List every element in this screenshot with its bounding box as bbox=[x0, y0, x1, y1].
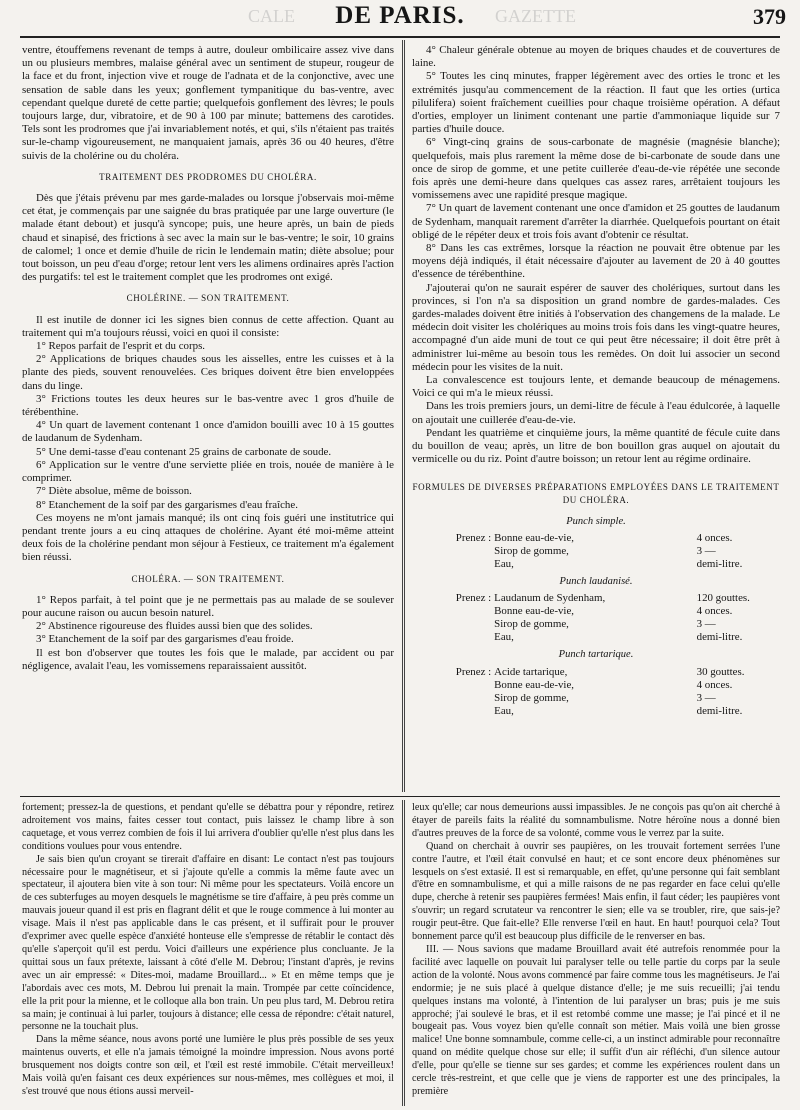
feuilleton-rule bbox=[20, 796, 780, 797]
recipe-quantity: 4 onces. bbox=[696, 605, 733, 618]
recipe-quantity: demi-litre. bbox=[696, 631, 743, 644]
recipe-prefix bbox=[412, 545, 494, 558]
recipe-quantity: 120 gouttes. bbox=[696, 592, 750, 605]
recipe-table bbox=[412, 592, 780, 644]
recipe-ingredient: Sirop de gomme, bbox=[494, 618, 569, 631]
recipe-prefix bbox=[412, 558, 494, 571]
paragraph: J'ajouterai qu'on ne saurait espérer de sauver des cholériques, surtout dans les provinces, si l'on n'a sa disposition un grand nombre de gardes-malades. Ces gardes-malades doivent être initiés à l'observation des changemens de la malade. Le médecin doit visiter les cholériques au moins trois fois dans les vingt-quatre heures, accompagné d'un aide muni de tout ce qui peut être nécessaire; il doit être prêt à administrer lui-même au besoin tous les remèdes. On doit lui associer un second médecin pour les visites de la nuit. bbox=[412, 281, 780, 373]
recipe-row bbox=[412, 592, 780, 605]
recipe-quantity: 4 onces. bbox=[696, 678, 733, 691]
recipe-row bbox=[412, 705, 780, 718]
paragraph: 8° Etanchement de la soif par des gargarismes d'eau fraîche. bbox=[36, 498, 298, 511]
paragraph: Dans les trois premiers jours, un demi-litre de fécule à l'eau édulcorée, à laquelle on ajoutait une cuillerée d'eau-de-vie. bbox=[412, 400, 780, 426]
recipe-title: Punch tartarique. bbox=[558, 649, 634, 661]
recipe-title: Punch simple. bbox=[566, 515, 626, 527]
paragraph: 3° Frictions toutes les deux heures sur le bas-ventre avec 1 gros d'huile de térébenthine. bbox=[22, 392, 394, 419]
paragraph: 8° Dans les cas extrêmes, lorsque la réaction ne pouvait être obtenue par les moyens déjà indiqués, il était nécessaire d'ajouter au lavement de 20 à 40 gouttes d'essence de térébenthine. bbox=[412, 242, 780, 281]
paragraph: Il est inutile de donner ici les signes bien connus de cette affection. Quant au traitement qui m'a toujours réussi, voici en quoi il consiste: bbox=[22, 313, 394, 339]
section-heading: TRAITEMENT DES PRODROMES DU CHOLÉRA. bbox=[99, 171, 317, 182]
page-header bbox=[0, 0, 800, 36]
paragraph: fortement; pressez-la de questions, et pendant qu'elle se débattra pour y répondre, retirez adroitement vos mains, faites cesser tout contact, puis laissez le champ libre à son caquetage, et vous verrez combien de fois il lui arrivera d'oublier qu'elle n'est plus dans les conditions voulues pour vous entendre. bbox=[22, 802, 394, 852]
left-column bbox=[22, 44, 394, 792]
recipe-row bbox=[412, 666, 780, 679]
recipe-prefix: Prenez : bbox=[455, 592, 492, 605]
ghost-text-right: GAZETTE bbox=[495, 6, 576, 26]
page-title: DE PARIS. bbox=[335, 2, 465, 29]
recipe-row bbox=[412, 605, 780, 618]
recipe-prefix bbox=[412, 605, 494, 618]
section-heading: CHOLÉRINE. — SON TRAITEMENT. bbox=[126, 293, 290, 304]
paragraph: 5° Toutes les cinq minutes, frapper légèrement avec des orties le tronc et les extrémités jusqu'au commencement de la réaction. Il faut que les orties (urtica pilulifera) soient fraîchement cueillies pour chaque troisième opération. A défaut d'orties, employer un liniment contenant une partie d'ammoniaque liquide sur 7 parties d'huile douce. bbox=[412, 70, 780, 136]
recipe-quantity: 3 — bbox=[696, 545, 716, 558]
recipe-ingredient: Laudanum de Sydenham, bbox=[494, 592, 606, 605]
paragraph: ventre, étouffemens revenant de temps à autre, douleur ombilicaire assez vive dans un ou plusieurs membres, malaise général avec un sentiment de stupeur, rougeur de la face et du front, injection vive et rouge de l'adnata et de la conjonctive, avec une sensation de sable dans les yeux; gonflement tympanitique du bas-ventre, avec cependant quelque dureté de cette partie; quelquefois gonflement des lèvres; le pouls toujours large, dur, vibratoire, et de 90 à 100 par minute; battemens des carotides. Tels sont les prodromes que j'ai invariablement notés, et qui, s'ils n'étaient pas traités sur-le-champ vigoureusement, ne manquaient jamais, après 36 ou 40 heures, d'être suivis de la cholérine ou du choléra. bbox=[22, 44, 394, 162]
recipe-title: Punch laudanisé. bbox=[559, 576, 633, 588]
recipe-ingredient: Acide tartarique, bbox=[494, 665, 568, 678]
paragraph: 1° Repos parfait de l'esprit et du corps. bbox=[36, 340, 206, 353]
recipe-ingredient: Sirop de gomme, bbox=[494, 691, 569, 704]
recipe-quantity: 30 gouttes. bbox=[696, 665, 745, 678]
recipe-quantity: demi-litre. bbox=[696, 558, 743, 571]
recipe-ingredient: Eau, bbox=[494, 558, 514, 571]
paragraph: La convalescence est toujours lente, et demande beaucoup de ménagemens. Voici ce qui m'a le mieux réussi. bbox=[412, 374, 780, 400]
paragraph: Pendant les quatrième et cinquième jours, la même quantité de fécule cuite dans du bouillon de veau; après, un litre de bon bouillon gras auquel on ajoutait du vermicelle ou du riz. Point d'autre boisson; un retour lent au régime ordinaire. bbox=[412, 426, 780, 466]
recipe-row bbox=[412, 558, 780, 571]
recipe-prefix bbox=[412, 679, 494, 692]
paragraph: 6° Application sur le ventre d'une serviette pliée en trois, nouée de manière à le comprimer. bbox=[22, 458, 394, 485]
paragraph: 7° Un quart de lavement contenant une once d'amidon et 25 gouttes de laudanum de Sydenham, manquait rarement d'arrêter la diarrhée. Quelquefois pourtant on était obligé de le répéter deux et trois fois avant d'obtenir ce résultat. bbox=[412, 202, 780, 241]
recipe-prefix bbox=[412, 705, 494, 718]
paragraph: 1° Repos parfait, à tel point que je ne permettais pas au malade de se soulever pour aucune raison ou aucun besoin naturel. bbox=[22, 593, 394, 619]
feuilleton-left bbox=[22, 802, 394, 1106]
column-divider-bottom bbox=[402, 800, 405, 1106]
recipe-row bbox=[412, 692, 780, 705]
recipe-quantity: 3 — bbox=[696, 691, 716, 704]
recipe-prefix bbox=[412, 692, 494, 705]
paragraph: 3° Etanchement de la soif par des gargarismes d'eau froide. bbox=[36, 633, 294, 646]
ghost-text-left: CALE bbox=[248, 6, 295, 26]
paragraph: 5° Une demi-tasse d'eau contenant 25 grains de carbonate de soude. bbox=[36, 445, 332, 458]
paragraph: Ces moyens ne m'ont jamais manqué; ils ont cinq fois guéri une institutrice qui pendant trente jours a eu cinq attaques de cholérine. Ayant été moi-même atteint deux fois de la cholérine pendant mon séjour à Festieux, ce traitement m'a également bien réussi. bbox=[22, 511, 394, 564]
recipe-prefix bbox=[412, 618, 494, 631]
paragraph: 2° Abstinence rigoureuse des fluides aussi bien que des solides. bbox=[36, 620, 313, 633]
recipe-quantity: 4 onces. bbox=[696, 532, 733, 545]
paragraph: Je sais bien qu'un croyant se tirerait d'affaire en disant: Le contact n'est pas toujours nécessaire pour le magnétiseur, et si j'ajoute qu'elle a commis la même faute avec un spectateur, il ajoutera bien vite à son tour: Ni même pour les spectateurs. Voilà encore un de ces subterfuges au moyen desquels le magnétisme se tire d'affaire, à peu près comme un mauvais joueur quand il est pris en flagrant délit et que le rouge commence à lui monter au visage. Mais il n'est pas applicable dans le cas présent, et il suffirait pour le prouver d'exprimer avec quelle espèce d'anxiété honteuse elle s'empresse de rétablir le contact dès qu'elle s'aperçoit qu'il est perdu. Voici d'ailleurs une expérience plus concluante. Je la quittai sous un faux prétexte, laissant à côté d'elle M. Debrou; l'instant d'après, je revins avec un air empressé: « Dites-moi, madame Brouillard... » Et en même temps que je l'abordais avec ces mots, M. Debrou lui prenait la main. Trompée par cette coïncidence, elle la prit pour la mienne, et le colloque alla bon train. Un peu plus tard, M. Debrou retira sa main; je continuai à lui parler, toujours à distance; elle cessa de répondre: c'était naturel, personne ne la touchait plus. bbox=[22, 853, 394, 1033]
recipe-quantity: 3 — bbox=[696, 618, 716, 631]
paragraph: 7° Diète absolue, même de boisson. bbox=[36, 485, 192, 498]
page-number: 379 bbox=[753, 4, 786, 29]
paragraph: Dès que j'étais prévenu par mes garde-malades ou lorsque j'observais moi-même cet état, je commençais par une saignée du bras pratiquée par une large ouverture (le malade étant debout) et jusqu'à syncope; puis, une heure après, un bain de pieds chaud et sinapisé, des frictions à sec avec la main sur le bas-ventre; le soir, 10 grains de calomel; 1 once et demie d'huile de ricin le lendemain matin; diète absolue; pour tout boisson, un peu d'eau d'orge; retour lent vers les alimens ordinaires après l'action des purgatifs: tel est le traitement complet que les prodromes ont exigé. bbox=[22, 192, 394, 284]
paragraph: 4° Chaleur générale obtenue au moyen de briques chaudes et de couvertures de laine. bbox=[412, 44, 780, 70]
recipe-ingredient: Eau, bbox=[494, 631, 514, 644]
recipe-table bbox=[412, 532, 780, 571]
recipe-ingredient: Eau, bbox=[494, 704, 514, 717]
paragraph: III. — Nous savions que madame Brouillard avait été autrefois renommée pour la facilité avec laquelle on pouvait lui paralyser telle ou telle partie du corps par la seule action de la volonté. Nous avons commencé par faire comme tous les magnétiseurs. Je l'ai endormie; je ne suis placé à quelque distance d'elle; je me suis recueilli; j'ai tendu quelques instans ma volonté, à l'intention de lui paralyser un bras; puis je me suis approché; j'ai soulevé le bras, et il est retombé comme une masse; je l'ai pincé et il ne bougeait pas. Vous voyez bien qu'elle connaît son métier. Mais voilà une bien grosse malice! Une bonne somnambule, comme celle-ci, a un instinct admirable pour reconnaître quand on médite quelque chose sur elle; il suffit d'un air réfléchi, d'un silence autour d'elle, pour qu'elle se tienne sur ses gardes; et comme les expériences roulent dans un cercle très-restreint, et que celle que je viens de rapporter est une des principales, la première bbox=[412, 943, 780, 1097]
recipe-prefix bbox=[412, 631, 494, 644]
recipe-row bbox=[412, 545, 780, 558]
paragraph: 2° Applications de briques chaudes sous les aisselles, entre les cuisses et à la plante des pieds, souvent renouvelées. Ces briques doivent être bien enveloppées dans du linge. bbox=[22, 353, 394, 392]
recipe-table bbox=[412, 666, 780, 718]
right-column bbox=[412, 44, 780, 792]
paragraph: Quand on cherchait à ouvrir ses paupières, on les trouvait fortement serrées l'une contre l'autre, et l'œil était convulsé en haut; et ce sont encore deux phénomènes sur lesquels on s'est extasié. Il est si remarquable, en effet, qu'une personne qui fait semblant d'être en somnambulisme, et qui a mille raisons de ne pas regarder en face celui qu'elle dupe, cherche à retenir ses paupières fermées! Mais enfin, il faut céder; les paupières vont s'ouvrir; un regard scrutateur va rencontrer le sien; elle va se troubler, rire, que sais-je? rougir peut-être. Que fait-elle? Elle renverse l'œil en haut. En haut! pourquoi cela? Tout bonnement parce qu'il est beaucoup plus difficile de le renverser en bas. bbox=[412, 840, 780, 943]
recipe-row bbox=[412, 618, 780, 631]
section-heading: CHOLÉRA. — SON TRAITEMENT. bbox=[131, 573, 285, 584]
formulas-heading: FORMULES DE DIVERSES PRÉPARATIONS EMPLOYÉES DANS LE TRAITEMENT DU CHOLÉRA. bbox=[412, 481, 780, 505]
paragraph: Dans la même séance, nous avons porté une lumière le plus près possible de ses yeux maintenus ouverts, et elle n'a jamais témoigné la moindre impression. Nous avons porté brusquement nos doigts contre son œil, et l'œil est resté immobile. C'était merveilleux! Mais voilà qu'en faisant ces deux expériences sur nous-mêmes, mes collègues et moi, il s'est trouvé que nous étions aussi merveil- bbox=[22, 1034, 394, 1097]
recipe-row bbox=[412, 631, 780, 644]
paragraph: 6° Vingt-cinq grains de sous-carbonate de magnésie (magnésie blanche); quelquefois, mais plus rarement la même dose de bi-carbonate de soude dans une once de sirop de gomme, et une petite cuillerée d'eau-de-vie répétée une seconde fois après une demi-heure dans quelques cas assez rares, arrêtaient toujours les vomissemens avec une rapidité presque magique. bbox=[412, 136, 780, 202]
recipe-ingredient: Sirop de gomme, bbox=[494, 545, 569, 558]
recipe-ingredient: Bonne eau-de-vie, bbox=[494, 678, 575, 691]
recipe-prefix: Prenez : bbox=[455, 665, 492, 678]
recipe-ingredient: Bonne eau-de-vie, bbox=[494, 605, 575, 618]
recipe-row bbox=[412, 532, 780, 545]
recipe-row bbox=[412, 679, 780, 692]
feuilleton-right bbox=[412, 802, 780, 1106]
paragraph: Il est bon d'observer que toutes les fois que le malade, par accident ou par négligence, avalait l'eau, les vomissemens reparaissaient aussitôt. bbox=[22, 646, 394, 672]
paragraph: 4° Un quart de lavement contenant 1 once d'amidon bouilli avec 10 à 15 gouttes de laudanum de Sydenham. bbox=[22, 419, 394, 445]
recipe-quantity: demi-litre. bbox=[696, 704, 743, 717]
recipe-prefix: Prenez : bbox=[455, 532, 492, 545]
header-rule bbox=[20, 36, 780, 38]
recipe-ingredient: Bonne eau-de-vie, bbox=[494, 532, 575, 545]
paragraph: leux qu'elle; car nous demeurions aussi impassibles. Je ne conçois pas qu'on ait cherché à étayer de pareils faits la réalité du somnambulisme. Notre héroïne nous a donné bien d'autres preuves de la force de sa volonté, comme vous le verrez par la suite. bbox=[412, 802, 780, 839]
column-divider-top bbox=[402, 40, 405, 792]
